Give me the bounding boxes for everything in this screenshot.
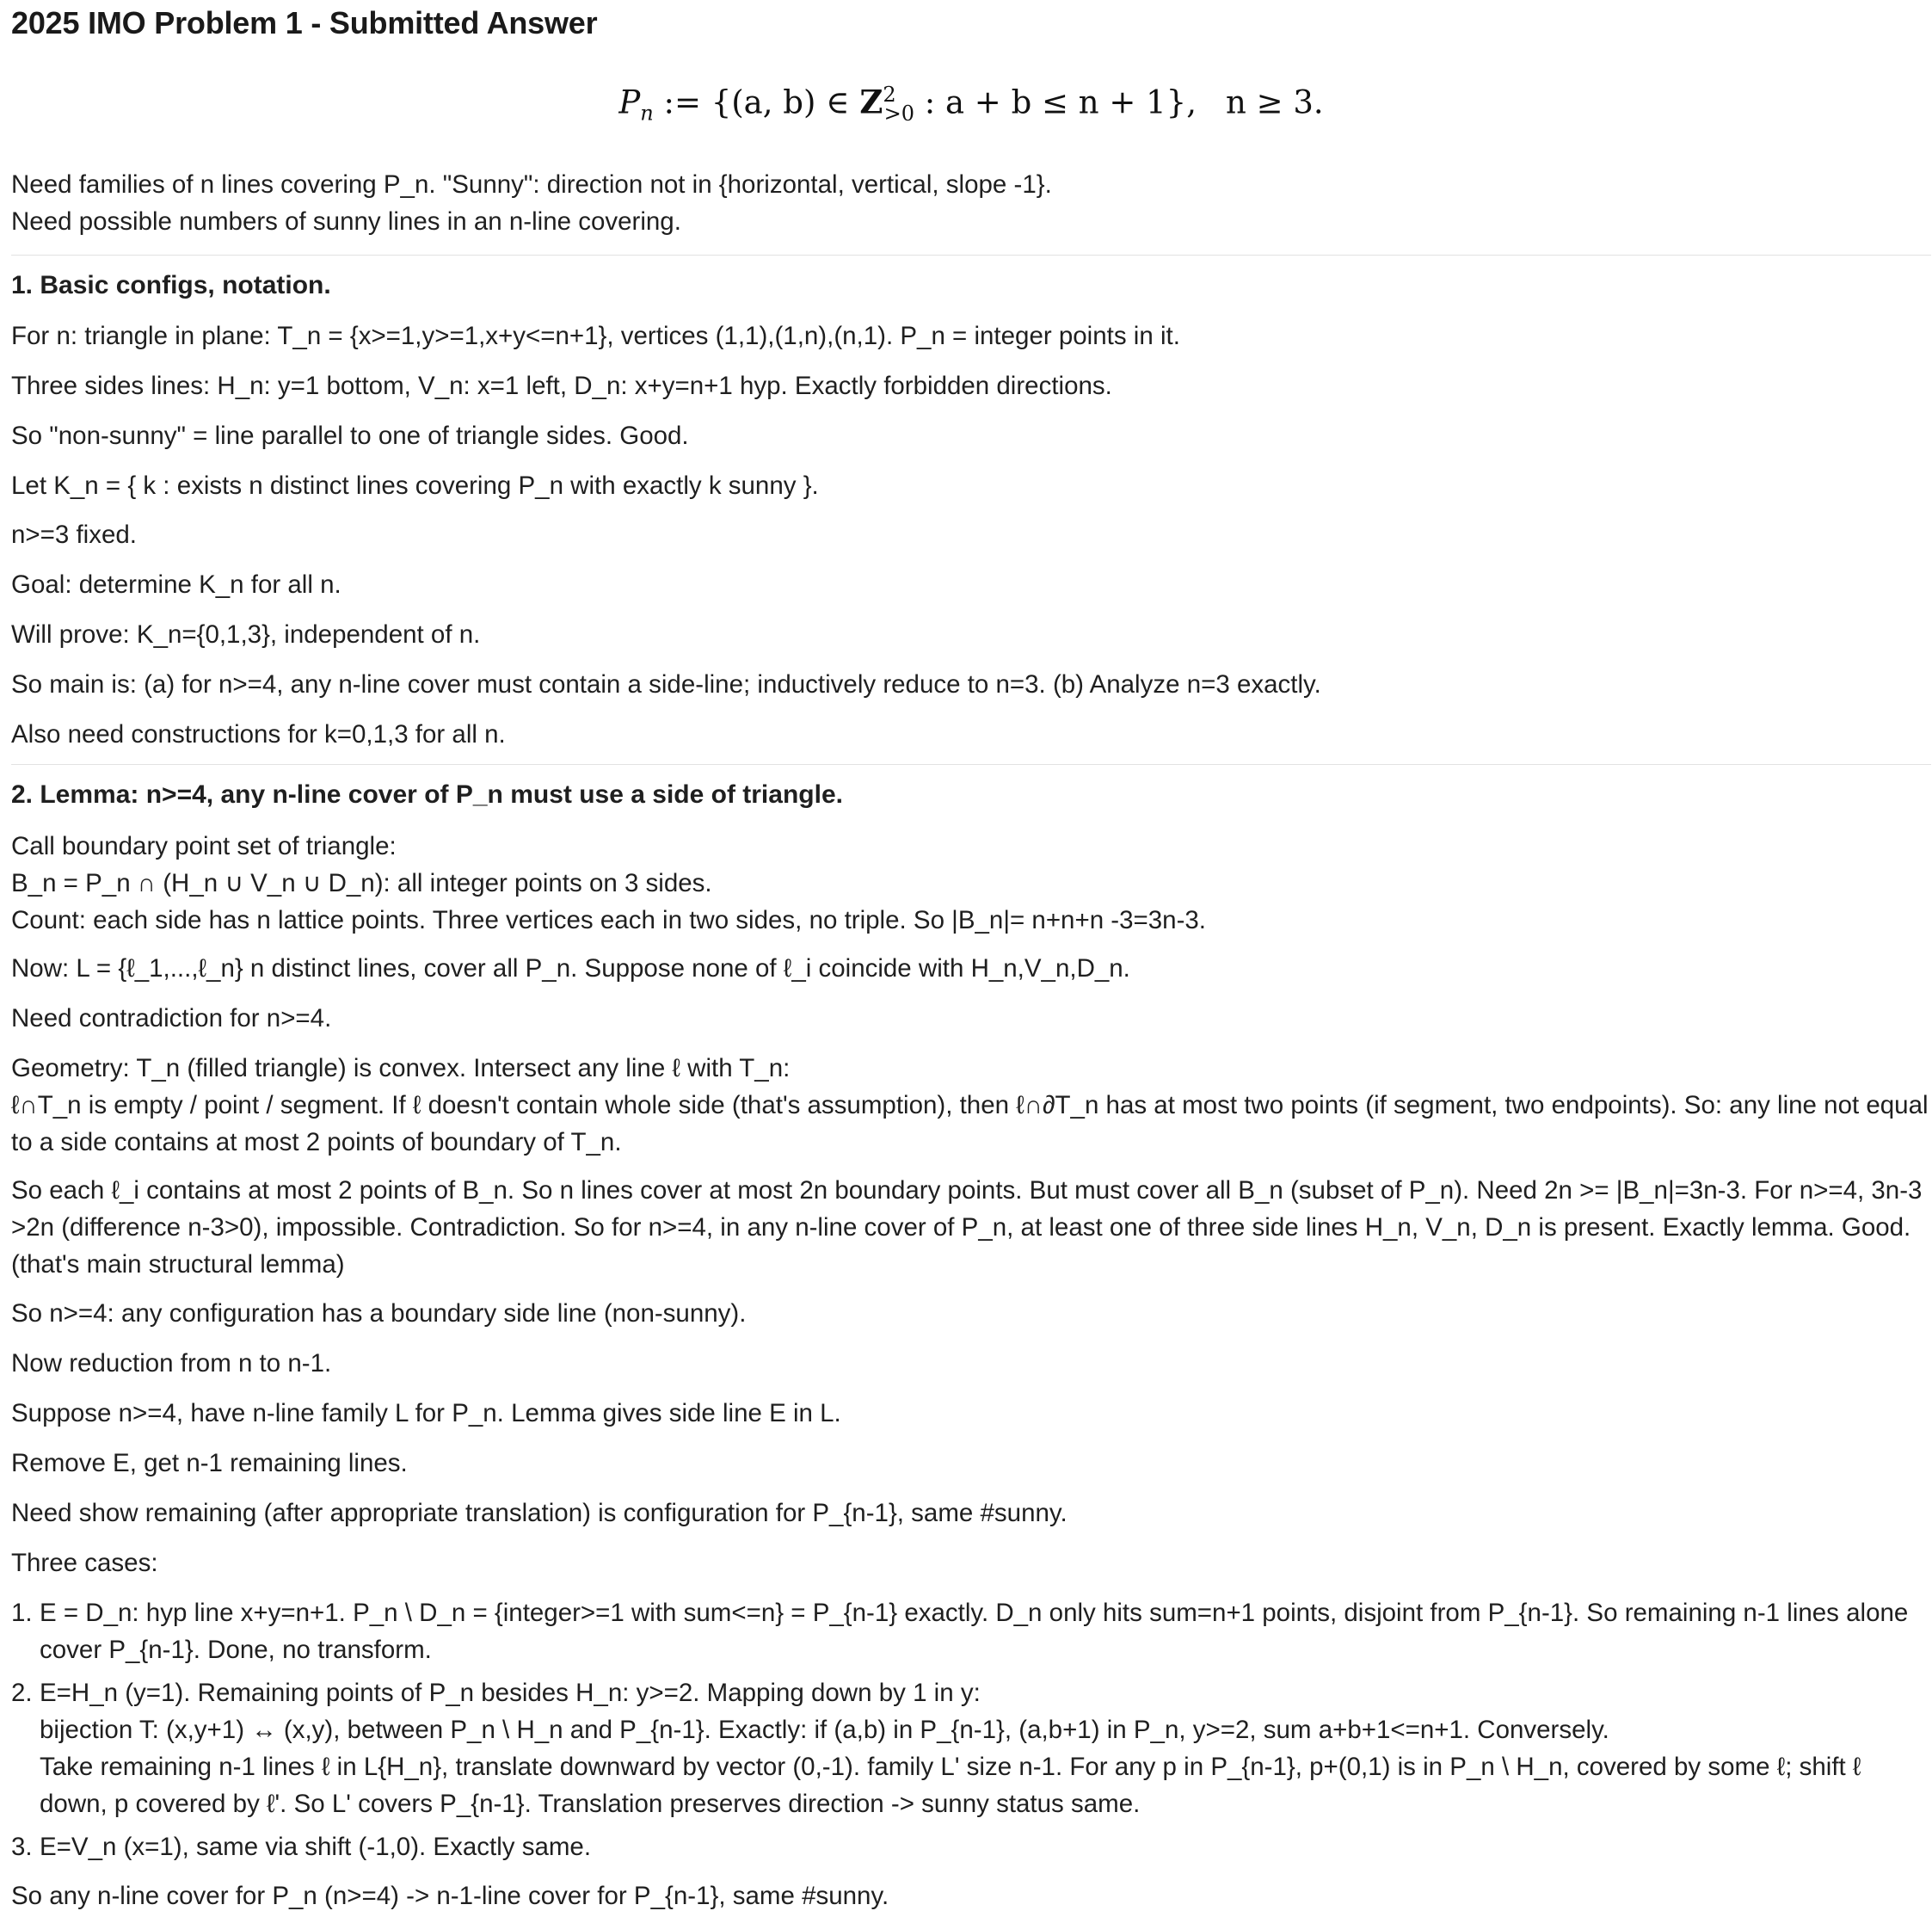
section-1-line: Let K_n = { k : exists n distinct lines covering P_n with exactly k sunny }. (11, 472, 819, 500)
formula-set-condition: : a + b ≤ n + 1}, (914, 83, 1197, 121)
page-title: 2025 IMO Problem 1 - Submitted Answer (11, 5, 598, 40)
geometry-paragraph (11, 1050, 1931, 1161)
paragraph: Now reduction from n to n-1. (11, 1349, 332, 1378)
list-number: 1. (11, 1599, 33, 1627)
paragraph-line: Geometry: T_n (filled triangle) is convex. Intersect any line ℓ with T_n: (11, 1054, 791, 1082)
paragraph-line: Count: each side has n lattice points. Three vertices each in two sides, no triple. So |B_n|= n+n+n -3=3n-3. (11, 906, 1206, 934)
divider (11, 764, 1931, 765)
formula-n-condition: n ≥ 3. (1225, 83, 1324, 121)
intro-line: Need possible numbers of sunny lines in an n-line covering. (11, 207, 681, 236)
paragraph-line: B_n = P_n ∩ (H_n ∪ V_n ∪ D_n): all integer points on 3 sides. (11, 869, 712, 897)
contradiction-paragraph: So each ℓ_i contains at most 2 points of B_n. So n lines cover at most 2n boundary points. But must cover all B_n (subset of P_n). Need 2n >= |B_n|=3n-3. For n>=4, 3n-3 >2n (difference n-3>0), impossible. Contradiction. So for n>=4, in any n-line cover of P_n, at least one of three side lines H_n, V_n, D_n is present. Exactly lemma. Good. (that's main structural lemma) (11, 1176, 1923, 1279)
paragraph: So n>=4: any configuration has a boundary side line (non-sunny). (11, 1299, 747, 1328)
formula-definition: := {(a, b) ∈ (653, 83, 860, 121)
section-1-line: Goal: determine K_n for all n. (11, 570, 341, 599)
paragraph: Remove E, get n-1 remaining lines. (11, 1449, 408, 1477)
intro-paragraph (11, 166, 1931, 240)
divider (11, 255, 1931, 256)
case-line: bijection T: (x,y+1) ↔ (x,y), between P_n \ H_n and P_{n-1}. Exactly: if (a,b) in P_{n-1}, (a,b+1) in P_n, y>=2, sum a+b+1<=n+1. Conversely. (40, 1716, 1609, 1744)
section-1-heading: 1. Basic configs, notation. (11, 271, 331, 299)
list-item (11, 1594, 1931, 1668)
formula-z-sup: 2 (883, 83, 896, 107)
paragraph-line: ℓ∩T_n is empty / point / segment. If ℓ doesn't contain whole side (that's assumption), then ℓ∩∂T_n has at most two points (if segment, two endpoints). So: any line not equal to a side contains at most 2 points of boundary of T_n. (11, 1091, 1929, 1156)
paragraph: Need show remaining (after appropriate translation) is configuration for P_{n-1}, same #sunny. (11, 1499, 1068, 1527)
section-1-line: So main is: (a) for n>=4, any n-line cover must contain a side-line; inductively reduce to n=3. (b) Analyze n=3 exactly. (11, 670, 1321, 699)
formula-p: P (618, 83, 641, 121)
section-1-line: Also need constructions for k=0,1,3 for all n. (11, 720, 506, 749)
section-2-heading: 2. Lemma: n>=4, any n-line cover of P_n must use a side of triangle. (11, 780, 843, 809)
case-line: Take remaining n-1 lines ℓ in L{H_n}, translate downward by vector (0,-1). family L' size n-1. For any p in P_{n-1}, p+(0,1) is in P_n \ H_n, covered by some ℓ; shift ℓ down, p covered by ℓ'. So L' covers P_{n-1}. Translation preserves direction -> sunny status same. (40, 1753, 1861, 1818)
paragraph: Now: L = {ℓ_1,...,ℓ_n} n distinct lines, cover all P_n. Suppose none of ℓ_i coincide with H_n,V_n,D_n. (11, 954, 1130, 983)
list-item (11, 1828, 1931, 1865)
case-text: E = D_n: hyp line x+y=n+1. P_n \ D_n = {integer>=1 with sum<=n} = P_{n-1} exactly. D_n only hits sum=n+1 points, disjoint from P_{n-1}. So remaining n-1 lines alone cover P_{n-1}. Done, no transform. (40, 1599, 1909, 1664)
intro-line: Need families of n lines covering P_n. "Sunny": direction not in {horizontal, vertical, slope -1}. (11, 170, 1052, 199)
formula-integers: Z (859, 83, 883, 121)
formula-z-sub: >0 (883, 101, 914, 126)
section-1-line: For n: triangle in plane: T_n = {x>=1,y>=1,x+y<=n+1}, vertices (1,1),(1,n),(n,1). P_n = integer points in it. (11, 322, 1180, 350)
paragraph-line: Call boundary point set of triangle: (11, 832, 397, 860)
list-number: 3. (11, 1833, 33, 1861)
section-1-line: So "non-sunny" = line parallel to one of triangle sides. Good. (11, 422, 689, 450)
paragraph: So any n-line cover for P_n (n>=4) -> n-1-line cover for P_{n-1}, same #sunny. (11, 1882, 889, 1910)
boundary-paragraph (11, 828, 1931, 939)
section-1-line: Will prove: K_n={0,1,3}, independent of n. (11, 620, 481, 649)
list-number: 2. (11, 1679, 33, 1707)
list-item (11, 1674, 1931, 1822)
paragraph: Three cases: (11, 1549, 158, 1577)
formula-p-subscript: n (640, 101, 654, 126)
paragraph: Suppose n>=4, have n-line family L for P_n. Lemma gives side line E in L. (11, 1399, 841, 1427)
case-line: E=H_n (y=1). Remaining points of P_n besides H_n: y>=2. Mapping down by 1 in y: (40, 1679, 981, 1707)
section-1-line: n>=3 fixed. (11, 521, 137, 549)
paragraph: Need contradiction for n>=4. (11, 1004, 332, 1032)
display-formula (11, 83, 1931, 126)
case-text: E=V_n (x=1), same via shift (-1,0). Exactly same. (40, 1833, 592, 1861)
section-1-line: Three sides lines: H_n: y=1 bottom, V_n: x=1 left, D_n: x+y=n+1 hyp. Exactly forbidden directions. (11, 372, 1112, 400)
cases-list (11, 1594, 1931, 1865)
